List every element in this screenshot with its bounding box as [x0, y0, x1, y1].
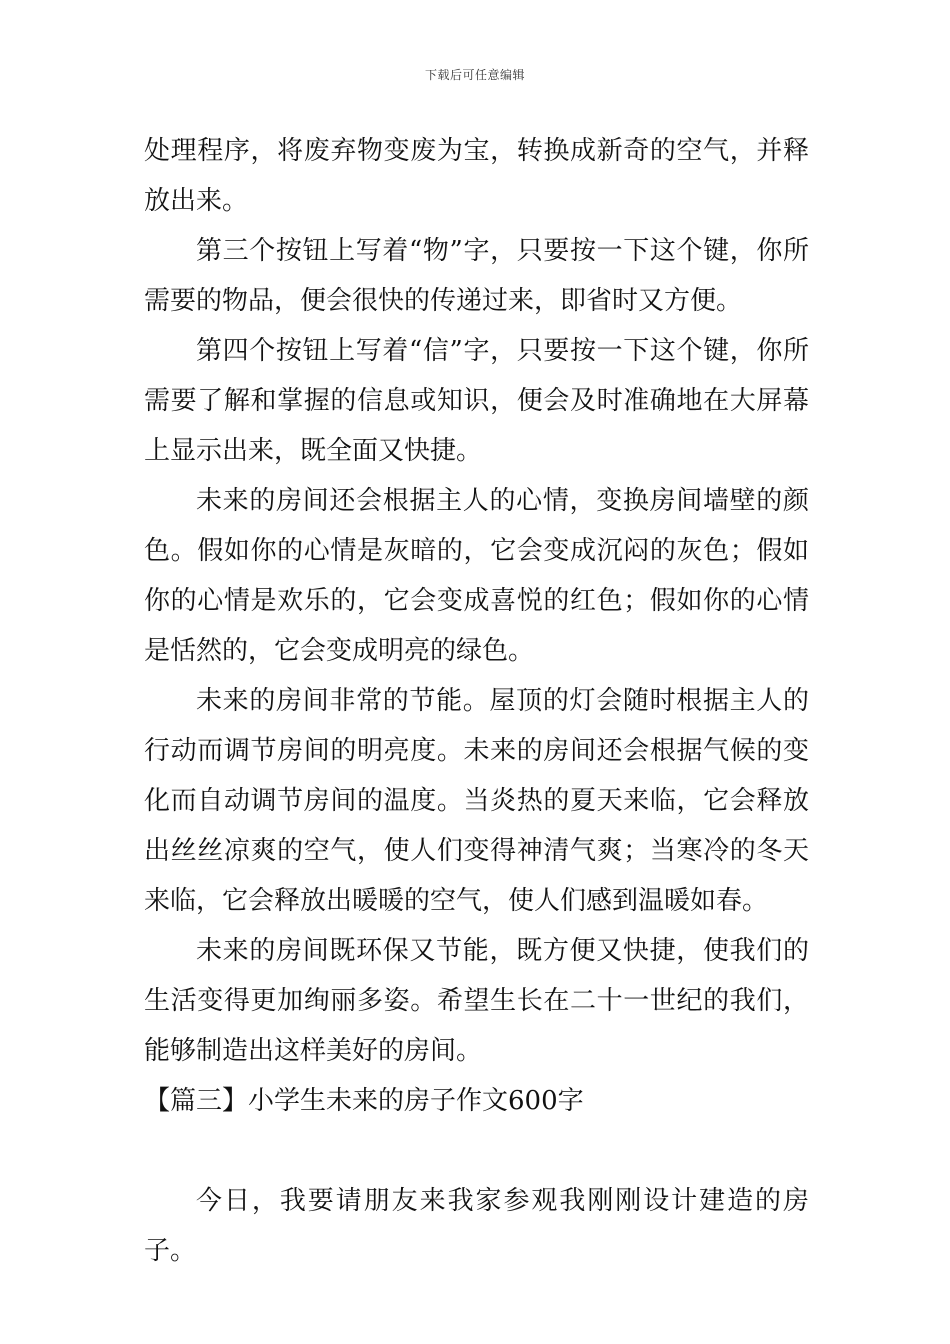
page-header-note: 下载后可任意编辑 — [424, 68, 525, 82]
blank-line — [144, 1126, 809, 1176]
paragraph-6: 未来的房间既环保又节能，既方便又快捷，使我们的生活变得更加绚丽多姿。希望生长在二十一世纪的我们，能够制造出这样美好的房间。 — [144, 936, 809, 1066]
paragraph-5: 未来的房间非常的节能。屋顶的灯会随时根据主人的行动而调节房间的明亮度。未来的房间还会根据气候的变化而自动调节房间的温度。当炎热的夏天来临，它会释放出丝丝凉爽的空气，使人们变得神清气爽；当寒冷的冬天来临，它会释放出暖暖的空气，使人们感到温暖如春。 — [144, 686, 809, 916]
section-heading: 【篇三】小学生未来的房子作文600字 — [144, 1086, 584, 1116]
paragraph-2: 第三个按钮上写着“物”字，只要按一下这个键，你所需要的物品，便会很快的传递过来，即省时又方便。 — [144, 236, 809, 316]
paragraph-3: 第四个按钮上写着“信”字，只要按一下这个键，你所需要了解和掌握的信息或知识，便会及时准确地在大屏幕上显示出来，既全面又快捷。 — [144, 336, 809, 466]
paragraph-1: 处理程序，将废弃物变废为宝，转换成新奇的空气，并释放出来。 — [144, 136, 809, 216]
document-body — [144, 126, 809, 1276]
closing-paragraph: 今日，我要请朋友来我家参观我刚刚设计建造的房子。 — [144, 1186, 809, 1266]
paragraph-4: 未来的房间还会根据主人的心情，变换房间墙壁的颜色。假如你的心情是灰暗的，它会变成沉闷的灰色；假如你的心情是欢乐的，它会变成喜悦的红色；假如你的心情是恬然的，它会变成明亮的绿色。 — [144, 486, 809, 666]
